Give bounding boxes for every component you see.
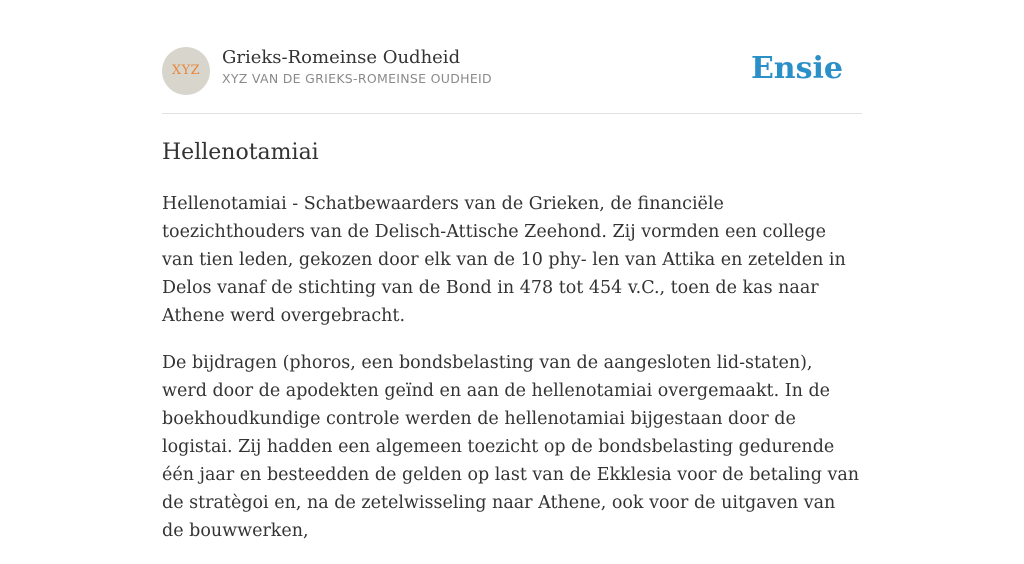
page-container	[162, 0, 862, 541]
entry-paragraph: De bijdragen (phoros, een bondsbelasting van de aangesloten lid-staten), werd door de apodekten geïnd en aan de hellenotamiai overgemaakt. In de boekhoudkundige controle werden de hellenotamiai bijgestaan door de logistai. Zij hadden een algemeen toezicht op de bondsbelasting gedurende één jaar en besteedden de gelden op last van de Ekklesia voor de betaling van de stratègoi en, na de zetelwisseling naar Athene, ook voor de uitgaven van de bouwwerken,	[162, 353, 860, 541]
entry-body	[162, 190, 862, 564]
source-title-block	[222, 46, 492, 86]
source-header	[162, 0, 862, 114]
ensie-logo[interactable]: Ensie	[750, 51, 843, 86]
source-subtitle[interactable]: XYZ VAN DE GRIEKS-ROMEINSE OUDHEID	[222, 71, 492, 86]
source-avatar[interactable]: XYZ	[162, 47, 210, 95]
source-title[interactable]: Grieks-Romeinse Oudheid	[222, 47, 461, 68]
entry-title: Hellenotamiai	[162, 140, 319, 165]
entry-paragraph: Hellenotamiai - Schatbewaarders van de Grieken, de financiële toezichthouders van de Delisch-Attische Zeehond. Zij vormden een college van tien leden, gekozen door elk van de 10 phy- len van Attika en zetelden in Delos vanaf de stichting van de Bond in 478 tot 454 v.C., toen de kas naar Athene werd overgebracht.	[162, 194, 846, 326]
